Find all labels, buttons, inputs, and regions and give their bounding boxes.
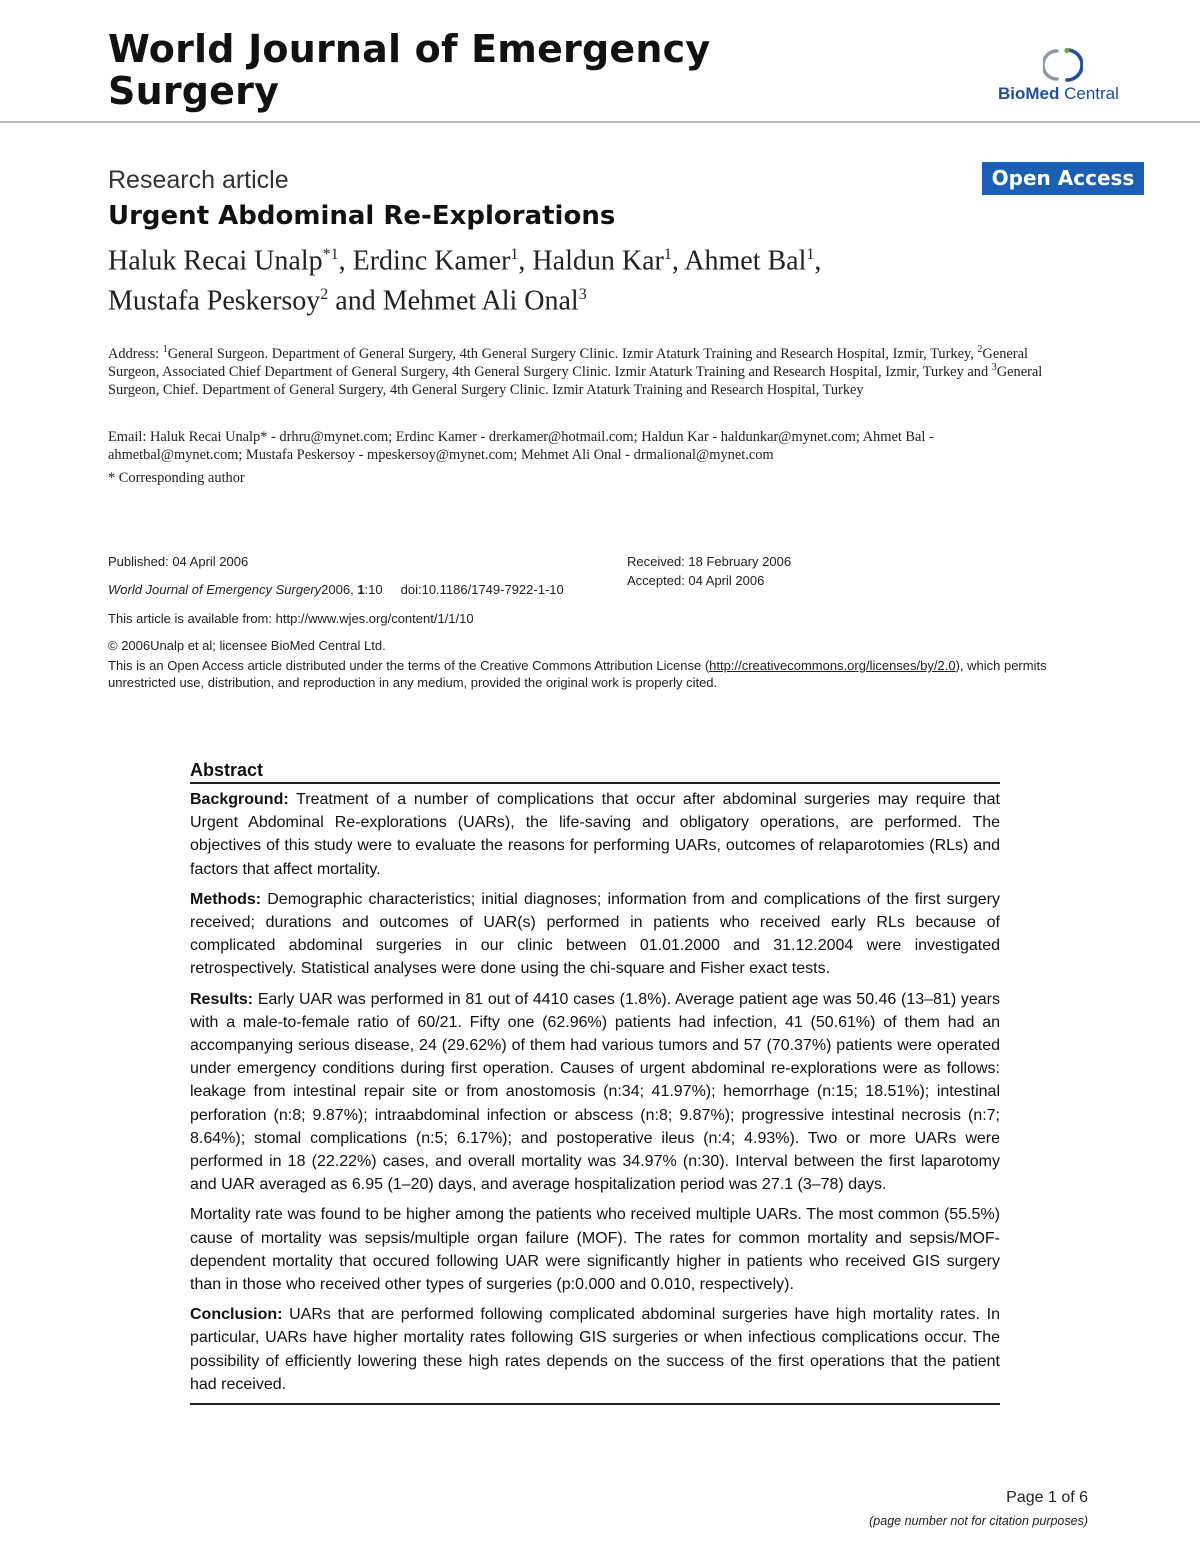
abstract-background	[190, 788, 1000, 881]
author-name: Haldun Kar	[532, 245, 664, 277]
author-name: Ahmet Bal	[684, 245, 807, 277]
background-label: Background:	[190, 791, 289, 808]
article-url[interactable]: This article is available from: http://www.wjes.org/content/1/1/10	[108, 611, 474, 626]
license-text: This is an Open Access article distributed under the terms of the Creative Commons Attribution License (	[108, 658, 710, 673]
author-list	[108, 238, 1008, 319]
author-name: Mustafa Peskersoy	[108, 285, 321, 317]
license-text: ), which permits unrestricted use, distribution, and reproduction in any medium, provided the original work is properly cited.	[108, 658, 1047, 690]
abstract-bottom-rule	[190, 1403, 1000, 1405]
author-separator: ,	[671, 245, 685, 277]
article-title: Urgent Abdominal Re-Explorations	[108, 201, 616, 231]
author-affiliation-mark: 1	[663, 246, 672, 263]
author-name: Erdinc Kamer	[352, 245, 511, 277]
abstract-mortality: Mortality rate was found to be higher among the patients who received multiple UARs. The most common (55.5%) cause of mortality was sepsis/multiple organ failure (MOF). The rates for common mortality and sepsis/MOF-dependent mortality that occured following UAR were significantly higher in patients who received GIS surgery than in those who received other types of surgeries (p:0.000 and 0.010, respectively).	[190, 1206, 1000, 1294]
license-notice	[108, 657, 1088, 691]
citation-year: 2006,	[321, 582, 358, 597]
abstract-conclusion	[190, 1303, 1000, 1396]
accepted-date: Accepted: 04 April 2006	[627, 573, 765, 588]
biomed-central-arc-icon	[1043, 46, 1083, 84]
address-text: General Surgeon. Department of General Surgery, 4th General Surgery Clinic. Izmir Ataturk Training and Research Hospital, Izmir, Turkey,	[167, 346, 978, 362]
abstract-methods	[190, 888, 1000, 981]
author-separator: ,	[814, 245, 822, 277]
copyright-notice: © 2006Unalp et al; licensee BioMed Central Ltd.	[108, 638, 386, 653]
doi[interactable]: doi:10.1186/1749-7922-1-10	[400, 582, 564, 597]
methods-label: Methods:	[190, 890, 262, 908]
methods-text: Demographic characteristics; initial diagnoses; information from and complications of the first surgery received; durations and outcomes of UAR(s) performed in patients who received early RLs because of complicated abdominal surgeries in our clinic between 01.01.2000 and 31.12.2004 were investigated retrospectively. Statistical analyses were done using the chi-square and Fisher exact tests.	[190, 890, 1000, 978]
author-affiliation-mark: 1	[510, 246, 519, 263]
address-label: Address:	[108, 346, 163, 362]
abstract-results	[190, 988, 1000, 1197]
citation-journal: World Journal of Emergency Surgery	[108, 582, 322, 597]
abstract-section	[190, 760, 1000, 1405]
results-text: Early UAR was performed in 81 out of 4410 cases (1.8%). Average patient age was 50.46 (13–81) years with a male-to-female ratio of 60/21. Fifty one (62.96%) patients had infection, 41 (50.61%) of them had an accompanying serious disease, 24 (29.62%) of them had various tumors and 57 (70.37%) patients were operated under emergency conditions during first operation. Causes of urgent abdominal re-explorations were as follows: leakage from intestinal repair site or from anostomosis (n:34; 41.97%); hemorrhage (n:15; 18.51%); intestinal perforation (n:8; 9.87%); intraabdominal infection or abscess (n:8; 9.87%); progressive intestinal necrosis (n:7; 8.64%); stomal complications (n:5; 6.17%); and postoperative ileus (n:4; 4.93%). Two or more UARs were performed in 18 (22.22%) cases, and overall mortality was 34.97% (n:30). Interval between the first laparotomy and UAR averaged as 6.95 (1–20) days, and average hospitalization period was 27.1 (3–78) days.	[190, 990, 1000, 1194]
author-separator: and	[328, 285, 383, 317]
article-type: Research article	[108, 166, 289, 194]
page-number: Page 1 of 6	[1006, 1489, 1088, 1506]
address-mark: 3	[991, 362, 997, 374]
author-affiliation-mark: 3	[578, 286, 587, 304]
open-access-badge: Open Access	[982, 162, 1144, 195]
received-date: Received: 18 February 2006	[627, 554, 792, 569]
conclusion-label: Conclusion:	[190, 1306, 283, 1324]
corresponding-author-note: * Corresponding author	[108, 470, 245, 486]
address-text: General Surgeon, Chief. Department of General Surgery, 4th General Surgery Clinic. Izmir Ataturk Training and Research Hospital, Turkey	[108, 364, 1043, 398]
background-text: Treatment of a number of complications that occur after abdominal surgeries may require that Urgent Abdominal Re-explorations (UARs), the life-saving and obligatory operations, are performed. The objectives of this study were to evaluate the reasons for performing UARs, outcomes of relaparotomies (RLs) and factors that affect mortality.	[190, 791, 1000, 878]
header-divider	[0, 121, 1200, 123]
results-label: Results:	[190, 990, 254, 1008]
publisher-logo[interactable]	[995, 46, 1135, 106]
published-date: Published: 04 April 2006	[108, 554, 249, 569]
citation-article: :10	[364, 582, 383, 597]
address-text: General Surgeon, Associated Chief Department of General Surgery, 4th General Surgery Clinic. Izmir Ataturk Training and Research Hospital, Izmir, Turkey and	[108, 346, 1028, 380]
page-number-note: (page number not for citation purposes)	[869, 1514, 1088, 1528]
abstract-heading: Abstract	[190, 760, 1000, 784]
author-affiliation-mark: 2	[320, 286, 329, 304]
conclusion-text: UARs that are performed following complicated abdominal surgeries have high mortality rates. In particular, UARs have higher mortality rates following GIS surgeries or when infectious complications occur. The possibility of efficiently lowering these high rates depends on the success of the first operations that the patient had received.	[190, 1306, 1000, 1393]
address-mark: 1	[162, 344, 168, 356]
author-emails[interactable]: Email: Haluk Recai Unalp* - drhru@mynet.com; Erdinc Kamer - drerkamer@hotmail.com; Haldun Kar - haldunkar@mynet.com; Ahmet Bal - ahmetbal@mynet.com; Mustafa Peskersoy - mpeskersoy@mynet.com; Mehmet Ali Onal - drmalional@mynet.com	[108, 429, 934, 463]
citation-volume: 1	[357, 582, 365, 597]
author-name: Haluk Recai Unalp	[108, 245, 323, 277]
author-affiliation-mark: *1	[322, 246, 339, 263]
journal-title: World Journal of Emergency Surgery	[108, 27, 711, 113]
author-affiliation-mark: 1	[806, 246, 815, 263]
publisher-logo-text: BioMed Central	[998, 84, 1119, 103]
author-separator: ,	[338, 245, 353, 277]
license-link[interactable]: http://creativecommons.org/licenses/by/2.0	[709, 658, 956, 673]
author-separator: ,	[518, 245, 533, 277]
address-mark: 2	[977, 344, 983, 356]
author-name: Mehmet Ali Onal	[382, 285, 579, 317]
author-addresses	[108, 345, 1068, 399]
citation-line	[108, 582, 564, 597]
